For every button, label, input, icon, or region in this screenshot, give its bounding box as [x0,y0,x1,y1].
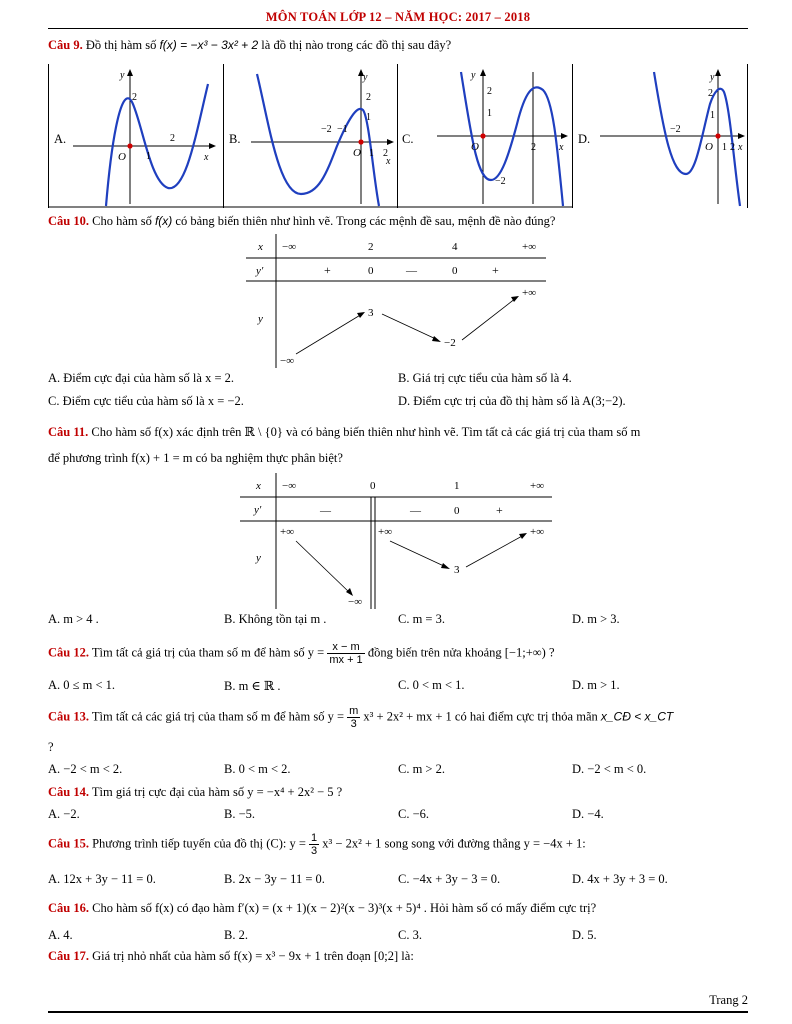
q11-x-3: +∞ [530,480,545,492]
q13-frac-num: m [349,705,359,717]
graph-b-tick-2: 1 [366,112,371,123]
q11-yp-3: + [496,503,503,517]
graph-a-origin [127,143,132,148]
q11-option-c[interactable]: C. m = 3. [398,612,445,626]
q13-option-b[interactable]: B. 0 < m < 2. [224,762,291,776]
q11-y-2: +∞ [378,526,393,538]
q11-option-a[interactable]: A. m > 4 . [48,612,99,626]
q10-yp-0: + [324,263,331,277]
q10-y-2: −2 [444,337,456,349]
q16-option-c[interactable]: C. 3. [398,928,422,942]
q11-x-2: 1 [454,480,460,492]
q10-x-3: +∞ [522,241,537,253]
question-11-label: Câu 11. [48,425,89,439]
graph-b-tick-7: 2 [383,148,388,159]
graph-b-tick-4: −1 [337,124,348,135]
q13-option-a[interactable]: A. −2 < m < 2. [48,762,123,776]
q11-option-d[interactable]: D. m > 3. [572,612,620,626]
q11-yp-1: — [410,505,421,517]
q12-option-b[interactable]: B. m ∈ ℝ . [224,679,281,693]
graph-b-origin [358,139,363,144]
question-9 [48,38,451,53]
graph-b-tick-1: 2 [366,92,371,103]
graph-b-tick-3: −2 [321,124,332,135]
graph-a-label: A. [54,132,67,146]
question-9-label: Câu 9. [48,38,83,52]
question-14 [48,785,342,800]
q15-option-a[interactable]: A. 12x + 3y − 11 = 0. [48,872,156,886]
graph-d-label: D. [578,132,591,146]
graph-d-tick-0: y [710,72,715,83]
page-number: Trang 2 [709,993,748,1007]
q13-option-d[interactable]: D. −2 < m < 0. [572,762,647,776]
q15-option-d[interactable]: D. 4x + 3y + 3 = 0. [572,872,668,886]
graph-c-origin [480,133,485,138]
question-15 [48,832,586,857]
question-13-fraction [347,705,360,730]
graph-d-curve [654,72,740,206]
graph-a-tick-4: 2 [170,133,175,144]
graph-b-tick-5: O [353,147,361,159]
q10-y-1: 3 [368,307,374,319]
question-14-label: Câu 14. [48,785,89,799]
q11-y-4: +∞ [530,526,545,538]
question-9-graphs [48,64,748,208]
q12-frac-den: mx + 1 [329,654,363,666]
q11-x-1: 0 [370,480,376,492]
question-13-text-pre: Tìm tất cả các giá trị của tham số m để hàm số y = [91,709,344,724]
q11-y-3: 3 [454,564,460,576]
graph-d-tick-7: x [738,142,743,153]
question-9-text-post: là đồ thị nào trong các đồ thị sau đây? [261,38,452,52]
question-13-label: Câu 13. [48,709,89,724]
question-10-text-pre: Cho hàm số [92,214,152,228]
question-17 [48,949,414,964]
question-9-formula: f(x) = −x³ − 3x² + 2 [159,38,259,52]
question-12-text-post: đồng biến trên nửa khoảng [−1;+∞) ? [367,645,555,660]
q11-yp-label: y′ [254,504,262,516]
question-13-text-mid: x³ + 2x² + mx + 1 có hai điểm cực trị thỏa mãn [363,709,598,724]
graph-a-curve [106,84,208,206]
graph-a-tick-1: 2 [132,92,137,103]
graph-d-tick-1: 2 [708,88,713,99]
q10-option-b[interactable]: B. Giá trị cực tiểu của hàm số là 4. [398,371,572,385]
q16-option-d[interactable]: D. 5. [572,928,597,942]
graph-c-tick-3: O [471,141,479,153]
q10-x-1: 2 [368,241,374,253]
graph-d-figure [572,64,748,208]
graph-b-figure [223,64,397,208]
question-10-label: Câu 10. [48,214,89,228]
graph-a-tick-2: O [118,151,126,163]
question-11-line2: để phương trình f(x) + 1 = m có ba nghiệm thực phân biệt? [48,451,343,465]
page-header: MÔN TOÁN LỚP 12 – NĂM HỌC: 2017 – 2018 [265,10,531,24]
graph-d-tick-2: 1 [710,110,715,121]
q15-option-c[interactable]: C. −4x + 3y − 3 = 0. [398,872,501,886]
graph-b-tick-8: x [386,156,391,167]
graph-c-tick-4: 2 [531,142,536,153]
q12-frac-num: x − m [327,641,364,654]
graph-a[interactable] [48,64,223,208]
question-13-condition: x_CĐ < x_CT [600,709,674,724]
question-12-fraction [327,641,364,666]
graph-d-origin [715,133,720,138]
graph-c-label: C. [402,132,414,146]
q11-option-b[interactable]: B. Không tồn tại m . [224,612,327,626]
question-17-label: Câu 17. [48,949,89,963]
graph-c-figure [397,64,572,208]
question-11-variation-table [240,473,552,609]
question-9-text-pre: Đồ thị hàm số [85,38,157,52]
question-10-formula: f(x) [154,214,173,228]
q14-option-b[interactable]: B. −5. [224,807,256,821]
question-16-label: Câu 16. [48,901,89,915]
q11-yp-0: — [320,505,331,517]
graph-d[interactable] [572,64,748,208]
q14-option-c[interactable]: C. −6. [398,807,430,821]
question-15-text-pre: Phương trình tiếp tuyến của đồ thị (C): y = [92,836,306,851]
question-13 [48,705,673,730]
q10-yp-2: — [406,265,417,277]
q13-option-c[interactable]: C. m > 2. [398,762,445,776]
question-11-line1: Cho hàm số f(x) xác định trên ℝ \ {0} và có bảng biến thiên như hình vẽ. Tìm tất cả các giá trị của tham số m [91,425,641,439]
graph-c-curve [461,72,563,206]
q10-option-c[interactable]: C. Điểm cực tiểu của hàm số là x = −2. [48,394,244,408]
q14-option-d[interactable]: D. −4. [572,807,604,821]
question-17-text: Giá trị nhỏ nhất của hàm số f(x) = x³ − 9x + 1 trên đoạn [0;2] là: [92,949,414,963]
question-15-text-post: x³ − 2x² + 1 song song với đường thẳng y = −4x + 1: [322,836,586,851]
q10-yp-4: + [492,263,499,277]
graph-b-tick-0: y [363,72,368,83]
q10-y-3: +∞ [522,287,537,299]
graph-c-tick-0: y [471,70,476,81]
graph-c-tick-2: 1 [487,108,492,119]
question-10-variation-table [246,234,546,368]
question-12-text-pre: Tìm tất cả giá trị của tham số m để hàm số y = [91,645,325,660]
q10-option-d[interactable]: D. Điểm cực trị của đồ thị hàm số là A(3;−2). [398,394,626,408]
q15-frac-num: 1 [311,832,318,844]
graph-d-tick-6: 2 [730,142,735,153]
question-14-text: Tìm giá trị cực đại của hàm số y = −x⁴ + 2x² − 5 ? [91,785,343,799]
header-rule [48,28,748,29]
graph-c[interactable] [397,64,572,208]
graph-a-tick-3: 1 [146,151,151,162]
q10-x-0: −∞ [282,241,297,253]
q14-option-a[interactable]: A. −2. [48,807,80,821]
question-11 [48,424,640,440]
question-12-label: Câu 12. [48,645,89,660]
question-15-fraction [309,832,319,857]
graph-a-tick-0: y [120,70,125,81]
q15-frac-den: 3 [311,845,318,857]
question-16 [48,901,596,916]
graph-b-label: B. [229,132,241,146]
graph-d-tick-5: 1 [722,142,727,153]
question-10-text-post: có bảng biến thiên như hình vẽ. Trong các mệnh đề sau, mệnh đề nào đúng? [175,214,556,228]
question-13-qmark: ? [48,740,54,754]
q11-y-1: −∞ [348,596,363,608]
q10-x-2: 4 [452,241,458,253]
q10-x-label: x [258,241,263,253]
q10-y-label: y [258,313,263,325]
question-16-text: Cho hàm số f(x) có đạo hàm f′(x) = (x + 1)(x − 2)²(x − 3)³(x + 5)⁴ . Hỏi hàm số có mấy điểm cực trị? [92,901,597,915]
q11-x-label: x [256,480,261,492]
graph-c-tick-6: −2 [495,176,506,187]
q10-y-0: −∞ [280,355,295,367]
graph-a-tick-5: x [204,152,209,163]
graph-d-tick-4: O [705,141,713,153]
graph-c-tick-5: x [559,142,564,153]
q10-yp-label: y′ [256,265,264,277]
q11-y-label: y [256,552,261,564]
q12-option-a[interactable]: A. 0 ≤ m < 1. [48,678,116,692]
graph-d-tick-3: −2 [670,124,681,135]
question-15-label: Câu 15. [48,836,89,851]
question-10 [48,214,555,229]
q13-frac-den: 3 [350,718,357,730]
q12-option-c[interactable]: C. 0 < m < 1. [398,678,465,692]
footer-rule [48,1011,748,1013]
question-12 [48,641,555,666]
q10-yp-3: 0 [452,265,458,277]
q12-option-d[interactable]: D. m > 1. [572,678,620,692]
q11-x-0: −∞ [282,480,297,492]
graph-c-tick-1: 2 [487,86,492,97]
q16-option-b[interactable]: B. 2. [224,928,248,942]
q11-yp-2: 0 [454,505,460,517]
graph-a-figure [48,64,223,208]
q16-option-a[interactable]: A. 4. [48,928,73,942]
q10-yp-1: 0 [368,265,374,277]
q10-option-a[interactable]: A. Điểm cực đại của hàm số là x = 2. [48,371,234,385]
graph-b[interactable] [223,64,397,208]
q11-y-0: +∞ [280,526,295,538]
graph-b-tick-6: 1 [369,148,374,159]
q15-option-b[interactable]: B. 2x − 3y − 11 = 0. [224,872,325,886]
